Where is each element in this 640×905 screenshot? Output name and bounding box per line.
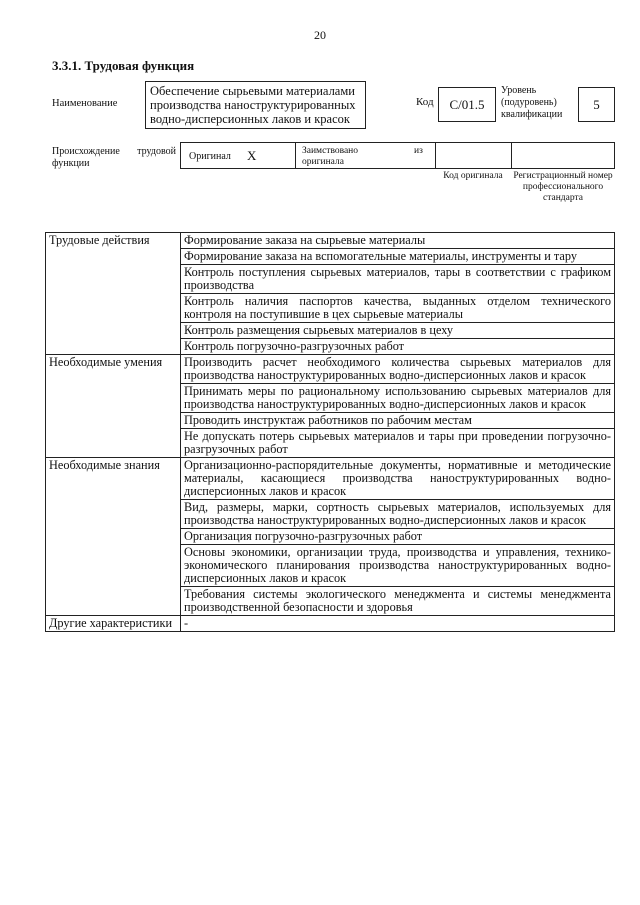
level-label-line2: (подуровень) — [501, 97, 557, 108]
original-mark: X — [247, 148, 257, 163]
origin-row — [180, 142, 615, 169]
item-cell: Принимать меры по рациональному использованию сырьевых материалов для производства наноструктурированных водно-дисперсионных лаков и красок — [181, 384, 615, 413]
table-row — [46, 233, 615, 249]
page-number: 20 — [314, 28, 326, 42]
caption-code-original: Код оригинала — [443, 171, 503, 181]
borrowed-from: из — [414, 146, 423, 156]
item-cell: Контроль погрузочно-разгрузочных работ — [181, 339, 615, 355]
item-cell: Вид, размеры, марки, сортность сырьевых материалов, используемых для производства наноструктурированных водно-дисперсионных лаков и красок — [181, 500, 615, 529]
table-row — [46, 355, 615, 384]
level-value: 5 — [578, 87, 615, 122]
table-row — [46, 458, 615, 500]
level-label-line3: квалификации — [501, 109, 563, 120]
name-label: Наименование — [52, 98, 118, 109]
item-cell: - — [181, 616, 615, 632]
level-label-line1: Уровень — [501, 85, 537, 96]
item-cell: Формирование заказа на вспомогательные материалы, инструменты и тару — [181, 249, 615, 265]
section-title: 3.3.1. Трудовая функция — [52, 58, 195, 73]
borrowed-label-2: оригинала — [302, 157, 344, 167]
origin-label: Происхождение трудовой функции — [52, 146, 176, 169]
code-value: C/01.5 — [438, 87, 496, 122]
item-cell: Контроль наличия паспортов качества, выданных отделом технического контроля на поступившие в цех сырьевые материалы — [181, 294, 615, 323]
item-cell: Контроль размещения сырьевых материалов в цеху — [181, 323, 615, 339]
item-cell: Организационно-распорядительные документы, нормативные и методические материалы, касающиеся производства наноструктурированных водно-дисперсионных лаков и красок — [181, 458, 615, 500]
category-cell: Необходимые знания — [46, 458, 181, 616]
borrowed-cell — [296, 143, 436, 168]
item-cell: Проводить инструктаж работников по рабочим местам — [181, 413, 615, 429]
original-cell — [181, 143, 296, 168]
item-cell: Контроль поступления сырьевых материалов, тары в соответствии с графиком производства — [181, 265, 615, 294]
reg-number-cell — [512, 143, 614, 168]
caption-reg-number: Регистрационный номер профессионального стандарта — [513, 171, 613, 203]
code-original-cell — [436, 143, 512, 168]
item-cell: Производить расчет необходимого количества сырьевых материалов для производства наноструктурированных водно-дисперсионных лаков и красок — [181, 355, 615, 384]
item-cell: Основы экономики, организации труда, производства и управления, технико-экономического планирования производства наноструктурированных водно-дисперсионных лаков и красок — [181, 545, 615, 587]
item-cell: Требования системы экологического менеджмента и системы менеджмента производственной безопасности и здоровья — [181, 587, 615, 616]
code-label: Код — [416, 96, 434, 108]
item-cell: Формирование заказа на сырьевые материалы — [181, 233, 615, 249]
original-label: Оригинал — [189, 151, 231, 162]
table-row — [46, 616, 615, 632]
category-cell: Трудовые действия — [46, 233, 181, 355]
function-name: Обеспечение сырьевыми материалами производства наноструктурированных водно-дисперсионных лаков и красок — [145, 81, 366, 129]
level-label — [501, 85, 562, 121]
category-cell: Необходимые умения — [46, 355, 181, 458]
item-cell: Организация погрузочно-разгрузочных работ — [181, 529, 615, 545]
functions-table — [45, 232, 615, 632]
borrowed-label: Заимствовано — [302, 146, 359, 156]
category-cell: Другие характеристики — [46, 616, 181, 632]
item-cell: Не допускать потерь сырьевых материалов и тары при проведении погрузочно-разгрузочных работ — [181, 429, 615, 458]
